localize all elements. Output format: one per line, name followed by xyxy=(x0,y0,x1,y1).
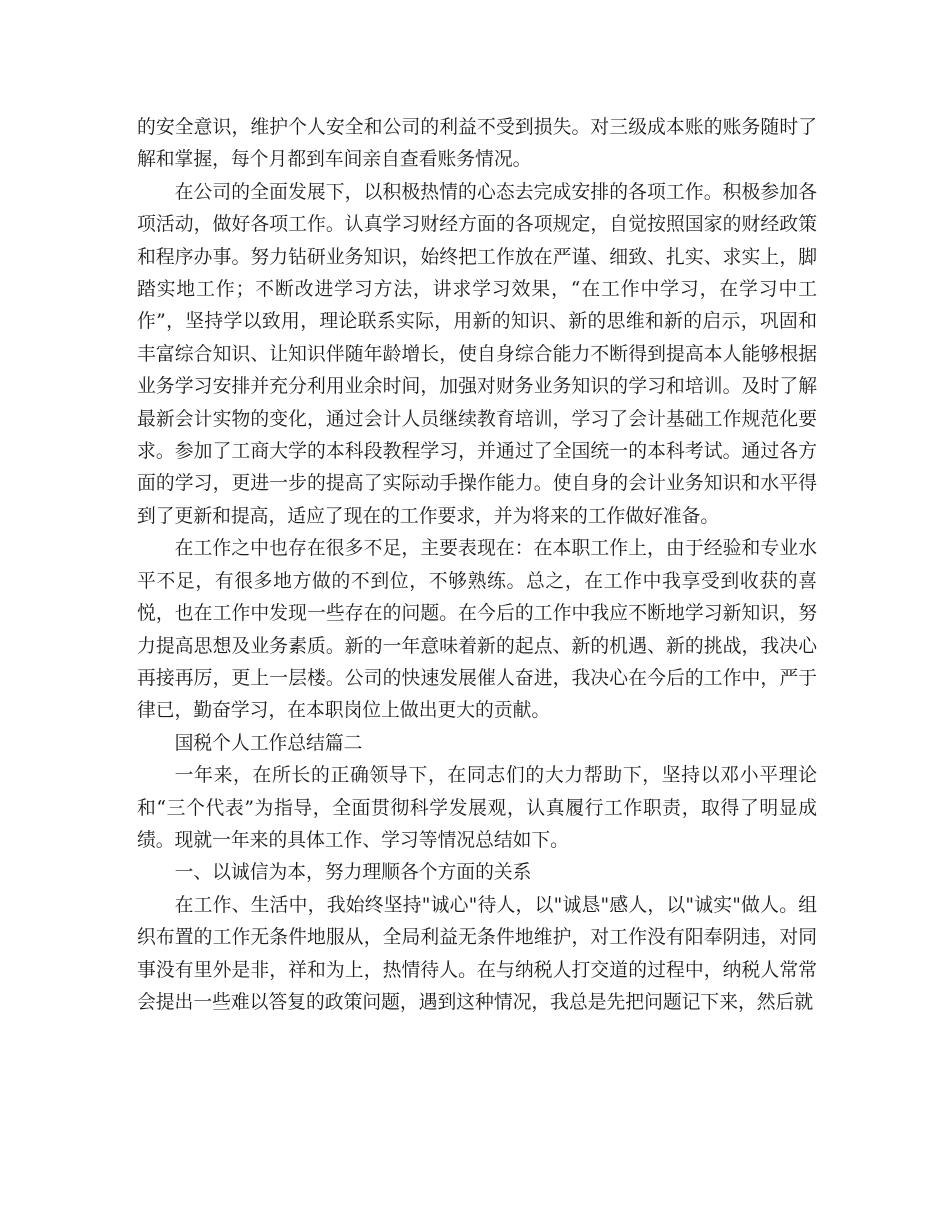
paragraph-intro: 一年来，在所长的正确领导下，在同志们的大力帮助下，坚持以邓小平理论和“三个代表”为指导，全面贯彻科学发展观，认真履行工作职责，取得了明显成绩。现就一年来的具体工作、学习等情况总结如下。 xyxy=(137,765,817,851)
paragraph-continuation: 的安全意识，维护个人安全和公司的利益不受到损失。对三级成本账的账务随时了解和掌握，每个月都到车间亲自查看账务情况。 xyxy=(137,117,817,171)
section-heading: 一、以诚信为本，努力理顺各个方面的关系 xyxy=(174,862,532,884)
section-title: 国税个人工作总结篇二 xyxy=(174,732,363,754)
paragraph-study-and-work: 在公司的全面发展下，以积极热情的心态去完成安排的各项工作。积极参加各项活动，做好各项工作。认真学习财经方面的各项规定，自觉按照国家的财经政策和程序办事。努力钻研业务知识，始终把工作放在严谨、细致、扎实、求实上，脚踏实地工作；不断改进学习方法，讲求学习效果，“在工作中学习，在学习中工作”，坚持学以致用，理论联系实际，用新的知识、新的思维和新的启示，巩固和丰富综合知识、让知识伴随年龄增长，使自身综合能力不断得到提高本人能够根据业务学习安排并充分利用业余时间，加强对财务业务知识的学习和培训。及时了解最新会计实物的变化，通过会计人员继续教育培训，学习了会计基础工作规范化要求。参加了工商大学的本科段教程学习，并通过了全国统一的本科考试。通过各方面的学习，更进一步的提高了实际动手操作能力。使自身的会计业务知识和水平得到了更新和提高，适应了现在的工作要求，并为将来的工作做好准备。 xyxy=(137,181,817,527)
paragraph-integrity: 在工作、生活中，我始终坚持"诚心"待人，以"诚恳"感人，以"诚实"做人。组织布置的工作无条件地服从，全局利益无条件地维护，对工作没有阳奉阴违，对同事没有里外是非，祥和为上，热情待人。在与纳税人打交道的过程中，纳税人常常会提出一些难以答复的政策问题，遇到这种情况，我总是先把问题记下来，然后就 xyxy=(137,894,817,1013)
document-body xyxy=(137,112,817,1019)
paragraph-shortcomings: 在工作之中也存在很多不足，主要表现在：在本职工作上，由于经验和专业水平不足，有很多地方做的不到位，不够熟练。总之，在工作中我享受到收获的喜悦，也在工作中发现一些存在的问题。在今后的工作中我应不断地学习新知识，努力提高思想及业务素质。新的一年意味着新的起点、新的机遇、新的挑战，我决心再接再厉，更上一层楼。公司的快速发展催人奋进，我决心在今后的工作中，严于律已，勤奋学习，在本职岗位上做出更大的贡献。 xyxy=(137,538,817,722)
